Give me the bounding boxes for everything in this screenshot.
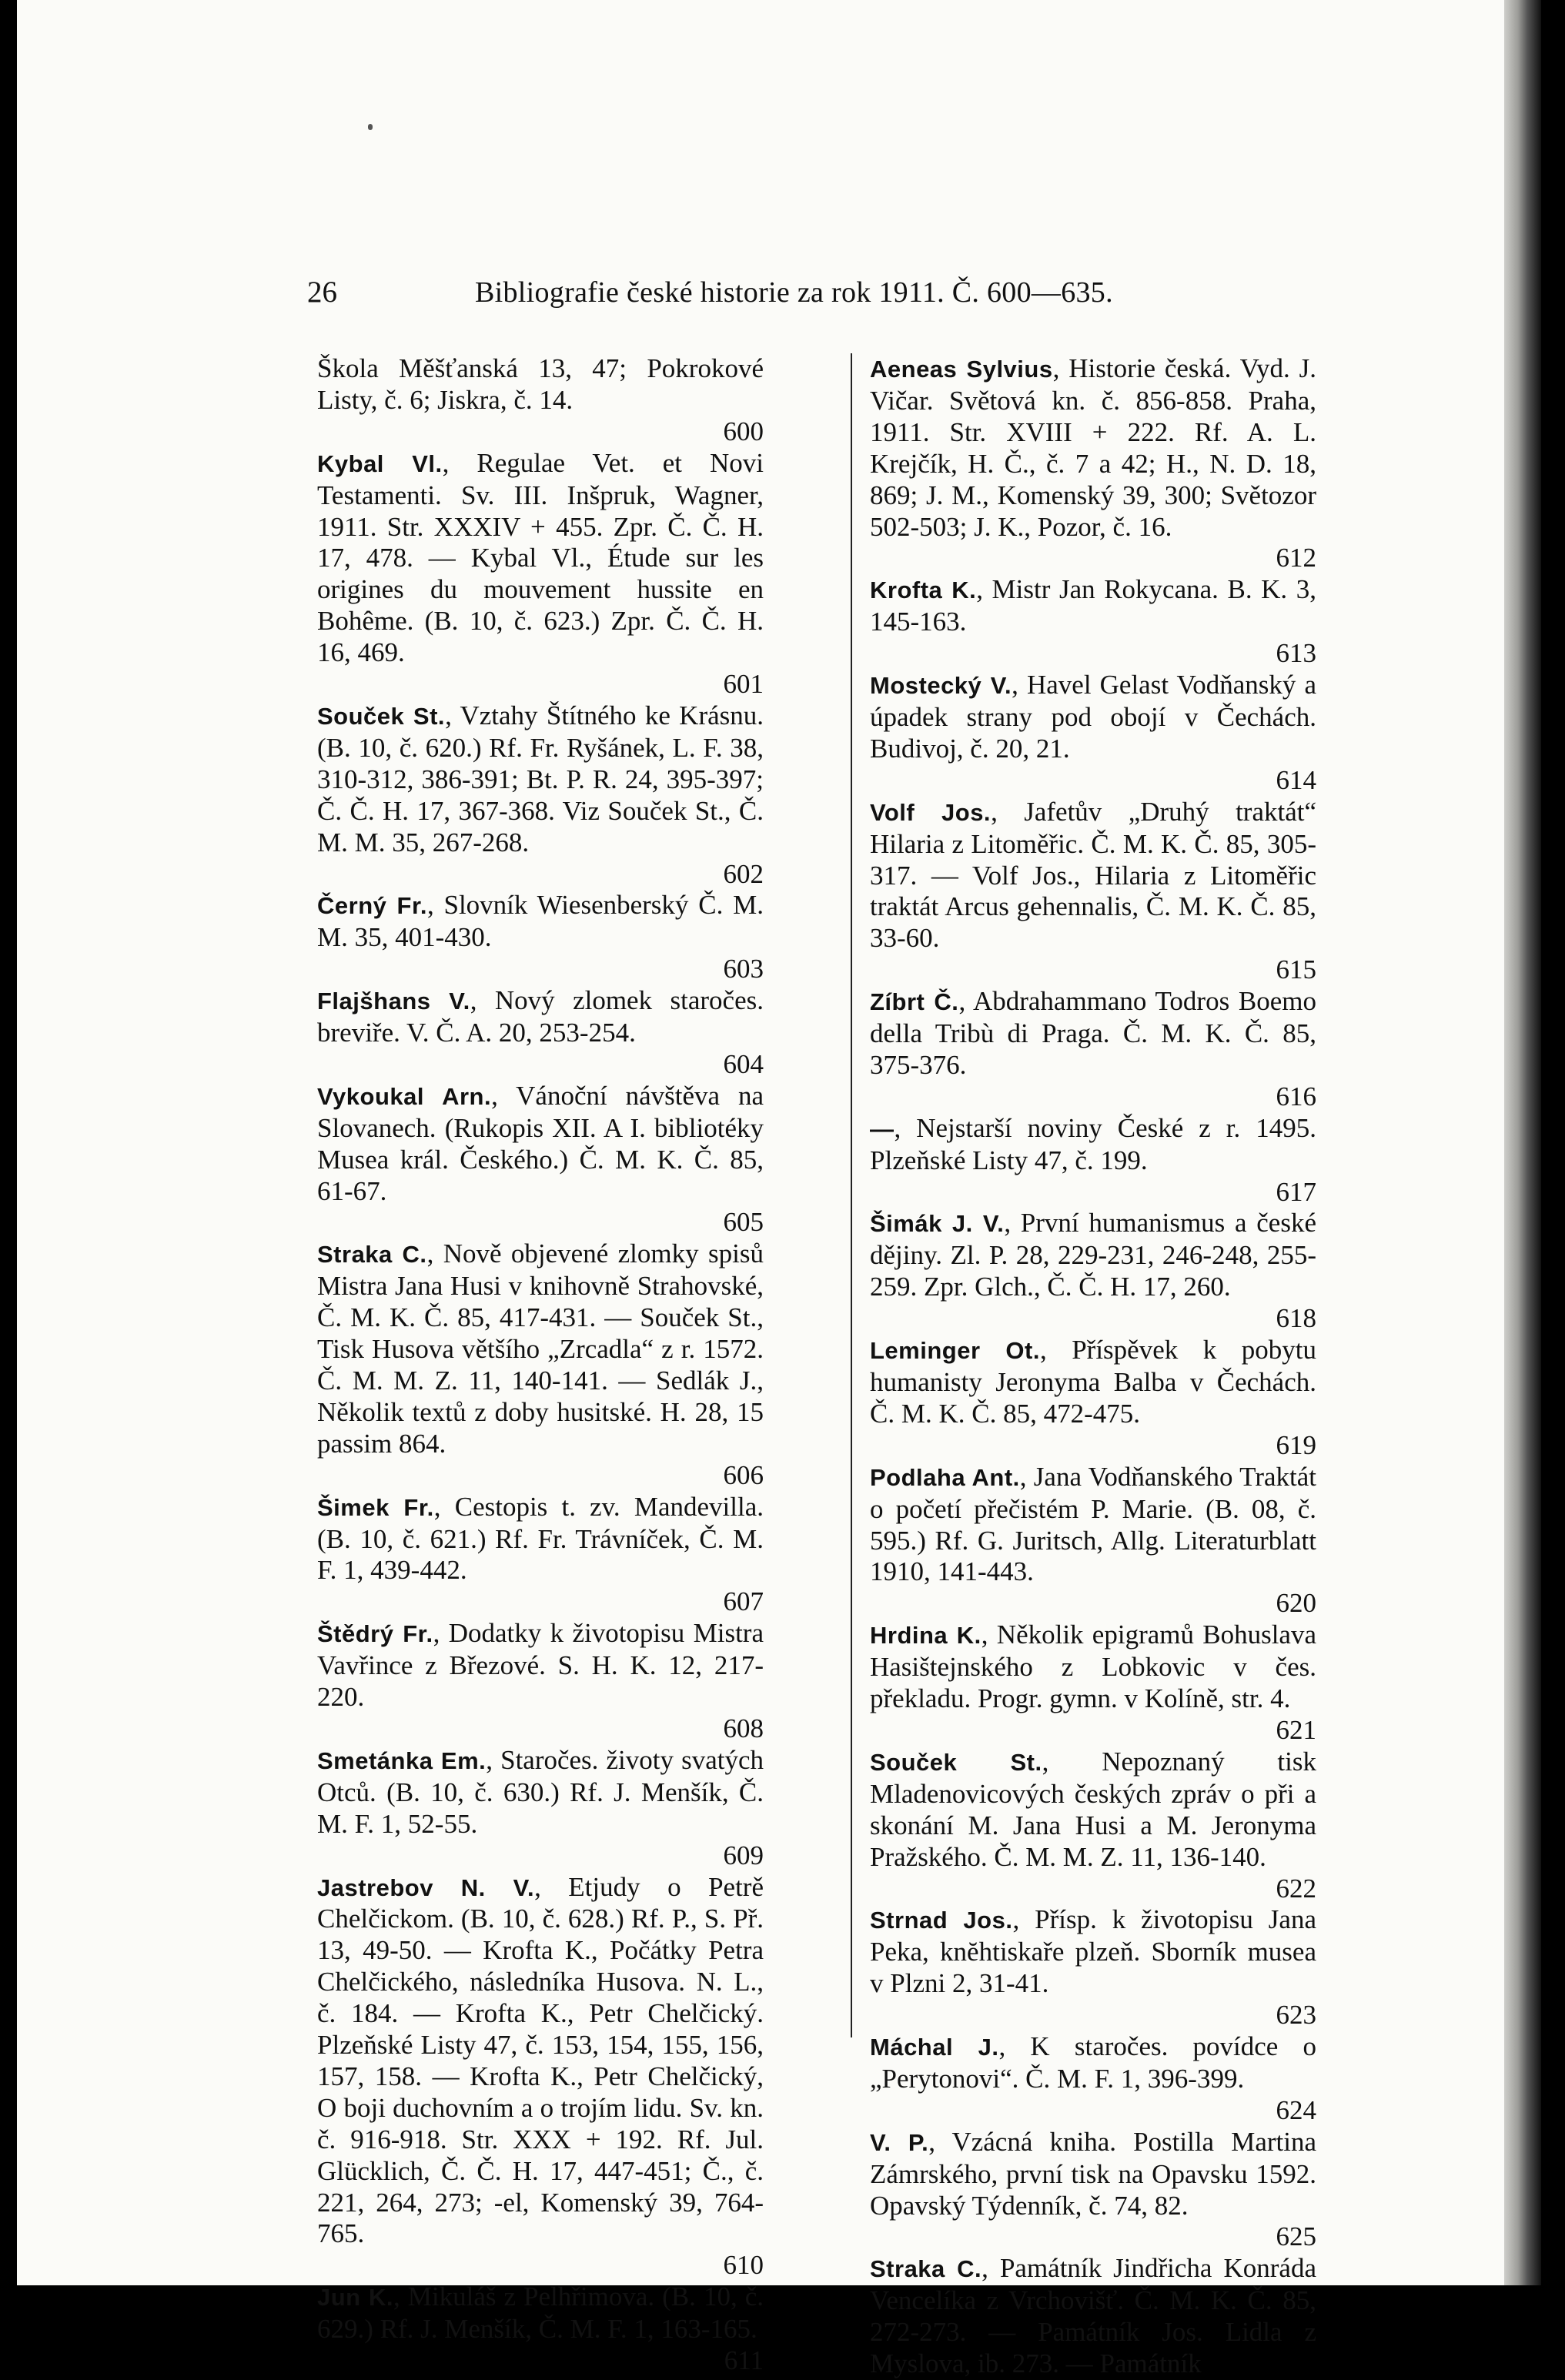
entry-number: 610	[723, 2250, 764, 2281]
entry-number: 617	[1276, 1176, 1316, 1207]
bibliography-entry	[870, 1904, 1316, 2031]
entry-author: Krofta K.	[870, 577, 977, 604]
entry-number: 603	[723, 954, 764, 984]
bibliography-entry	[317, 890, 764, 985]
entry-author: Zíbrt Č.	[870, 988, 959, 1016]
bibliography-entry	[870, 1208, 1316, 1335]
entry-author: Souček St.	[870, 1748, 1042, 1776]
entry-author: —	[870, 1115, 895, 1142]
bibliography-entry	[317, 1872, 764, 2282]
entry-number: 616	[1276, 1081, 1316, 1111]
page-number: 26	[307, 276, 337, 309]
bibliography-entry	[870, 2031, 1316, 2127]
entry-text: , Příspěvek k pobytu humanisty Jeronyma Balba v Čechách. Č. M. K. Č. 85, 472-475.	[870, 1335, 1316, 1429]
entry-text: Škola Měšťanská 13, 47; Pokrokové Listy, č. 6; Jiskra, č. 14.	[317, 353, 764, 415]
bibliography-entry	[317, 1745, 764, 1872]
entry-author: Vykoukal Arn.	[317, 1082, 492, 1110]
entry-number: 623	[1276, 2000, 1316, 2031]
entry-author: V. P.	[870, 2128, 929, 2156]
entry-number: 602	[723, 858, 764, 889]
entry-number: 612	[1276, 543, 1316, 573]
entry-author: Podlaha Ant.	[870, 1463, 1020, 1491]
entry-author: Strnad Jos.	[870, 1907, 1013, 1934]
page-edge-shadow	[1504, 0, 1541, 2285]
entry-number: 618	[1276, 1303, 1316, 1334]
entry-number: 611	[724, 2345, 764, 2376]
bibliography-entry	[870, 353, 1316, 574]
entry-author: Hrdina K.	[870, 1622, 981, 1650]
entry-author: Černý Fr.	[317, 892, 427, 920]
bibliography-entry	[870, 1113, 1316, 1208]
bibliography-entry	[870, 1335, 1316, 1462]
entry-text: , Nový zlomek staročes. breviře. V. Č. A. 20, 253-254.	[317, 985, 764, 1048]
entry-author: Jun K.	[317, 2284, 393, 2311]
entry-number: 608	[723, 1713, 764, 1743]
entry-text: , Jafetův „Druhý traktát“ Hilaria z Litoměřic. Č. M. K. Č. 85, 305-317. — Volf Jos., Hilaria z Litoměřic traktát Arcus gehennalis, Č. M. K. Č. 85, 33-60.	[870, 796, 1316, 954]
bibliography-entry	[317, 985, 764, 1081]
bibliography-entry	[317, 448, 764, 700]
entry-text: , Etjudy o Petrě Chelčickom. (B. 10, č. 628.) Rf. P., S. Př. 13, 49-50. — Krofta K., Počátky Petra Chelčického, následníka Husova. N. L., č. 184. — Krofta K., Petr Chelčický. Plzeňské Listy 47, č. 153, 154, 155, 156, 157, 158. — Krofta K., Petr Chelčický, O boji duchovním a o trojím lidu. Sv. kn. č. 916-918. Str. XXX + 192. Rf. Jul. Glücklich, Č. Č. H. 17, 447-451; Č., č. 221, 264, 273; -el, Komenský 39, 764-765.	[317, 1871, 764, 2249]
left-column	[317, 353, 764, 2377]
bibliography-entry	[317, 1238, 764, 1491]
entry-text: , Přísp. k životopisu Jana Peka, knĕhtiskaře plzeň. Sborník musea v Plzni 2, 31-41.	[870, 1904, 1317, 1999]
bibliography-entry	[870, 2253, 1316, 2380]
entry-author: Máchal J.	[870, 2034, 999, 2061]
entry-number: 609	[723, 1840, 764, 1870]
page-header	[17, 269, 1504, 316]
entry-number: 605	[723, 1207, 764, 1238]
bibliography-entry	[870, 986, 1316, 1113]
entry-number: 601	[723, 669, 764, 700]
running-title: Bibliografie české historie za rok 1911. Č. 600—635.	[475, 276, 1113, 309]
bibliography-entry	[870, 1620, 1316, 1747]
bibliography-entry	[870, 670, 1316, 797]
bibliography-entry	[317, 2281, 764, 2377]
entry-number: 624	[1276, 2094, 1316, 2125]
entry-number: 615	[1276, 954, 1316, 985]
entry-author: Smetánka Em.	[317, 1747, 487, 1774]
entry-text: , Mikuláš z Pelhřimova. (B. 10, č. 629.) Rf. J. Menšík, Č. M. F. 1, 163-165.	[317, 2281, 764, 2345]
entry-text: , Jana Vodňanského Traktát o početí přečistém P. Marie. (B. 08, č. 595.) Rf. G. Juritsch, Allg. Literaturblatt 1910, 141-443.	[870, 1461, 1316, 1587]
entry-number: 619	[1276, 1429, 1316, 1460]
entry-number: 625	[1276, 2221, 1316, 2252]
entry-text: , Vzácná kniha. Postilla Martina Zámrského, první tisk na Opavsku 1592. Opavský Týdenník, č. 74, 82.	[870, 2126, 1316, 2221]
entry-number: 622	[1276, 1873, 1316, 1904]
entry-text: , Nepoznaný tisk Mladenovicových českých zpráv o při a skonání M. Jana Husi a M. Jeronyma Pražského. Č. M. M. Z. 11, 136-140.	[870, 1746, 1317, 1872]
print-speck	[368, 124, 373, 130]
entry-author: Kybal Vl.	[317, 450, 443, 477]
entry-number: 606	[723, 1459, 764, 1490]
entry-text: , Cestopis t. zv. Mandevilla. (B. 10, č. 621.) Rf. Fr. Trávníček, Č. M. F. 1, 439-442.	[317, 1491, 764, 1586]
entry-text: , Abdrahammano Todros Boemo della Tribù di Praga. Č. M. K. Č. 85, 375-376.	[870, 986, 1316, 1080]
entry-number: 621	[1276, 1714, 1316, 1745]
book-page	[17, 0, 1504, 2379]
entry-text: , K staročes. povídce o „Perytonovi“. Č. M. F. 1, 396-399.	[870, 2031, 1317, 2094]
bibliography-entry	[870, 574, 1316, 670]
entry-text: , Havel Gelast Vodňanský a úpadek strany pod obojí v Čechách. Budivoj, č. 20, 21.	[870, 670, 1317, 764]
entry-text: , Památník Jindřicha Konráda Vencelíka z Vrchovišť. Č. M. K. Č. 85, 272-273. — Památník Jos. Lidla z Myslova, ib. 273. — Památník	[870, 2253, 1316, 2379]
entry-author: Jastrebov N. V.	[317, 1874, 535, 1901]
entry-number: 620	[1276, 1588, 1316, 1619]
entry-text: , Vztahy Štítného ke Krásnu. (B. 10, č. 620.) Rf. Fr. Ryšánek, L. F. 38, 310-312, 386-391; Bt. P. R. 24, 395-397; Č. Č. H. 17, 367-368. Viz Souček St., Č. M. M. 35, 267-268.	[317, 700, 764, 857]
column-divider	[851, 353, 852, 2037]
bibliography-entry	[317, 1492, 764, 1619]
bibliography-entry	[870, 1747, 1316, 1905]
entry-author: Straka C.	[870, 2255, 982, 2283]
bibliography-entry	[317, 1081, 764, 1239]
entry-text: , Staročes. životy svatých Otců. (B. 10, č. 630.) Rf. J. Menšík, Č. M. F. 1, 52-55.	[317, 1744, 764, 1839]
entry-number: 607	[723, 1586, 764, 1617]
entry-text: , Vánoční návštěva na Slovanech. (Rukopis XII. A I. bibliotéky Musea král. Českého.) Č. M. K. Č. 85, 61-67.	[317, 1080, 764, 1206]
entry-number: 600	[723, 416, 764, 446]
entry-author: Straka C.	[317, 1241, 427, 1269]
entry-text: , Historie česká. Vyd. J. Vičar. Světová kn. č. 856-858. Praha, 1911. Str. XVIII + 222. Rf. A. L. Krejčík, H. Č., č. 7 a 42; H., N. D. 18, 869; J. M., Komenský 39, 300; Světozor 502-503; J. K., Pozor, č. 16.	[870, 353, 1316, 542]
entry-author: Volf Jos.	[870, 798, 992, 826]
entry-text: , Nejstarší noviny České z r. 1495. Plzeňské Listy 47, č. 199.	[870, 1112, 1316, 1175]
entry-text: , Dodatky k životopisu Mistra Vavřince z Březové. S. H. K. 12, 217-220.	[317, 1618, 764, 1713]
entry-author: Šimák J. V.	[870, 1210, 1005, 1238]
bibliography-entry	[317, 1618, 764, 1745]
entry-author: Aeneas Sylvius	[870, 356, 1053, 383]
entry-text: , První humanismus a české dějiny. Zl. P. 28, 229-231, 246-248, 255-259. Zpr. Glch., Č. Č. H. 17, 260.	[870, 1208, 1317, 1302]
entry-author: Štědrý Fr.	[317, 1620, 433, 1648]
entry-text: , Slovník Wiesenberský Č. M. M. 35, 401-430.	[317, 890, 764, 953]
entry-author: Flajšhans V.	[317, 988, 470, 1015]
right-column	[870, 353, 1316, 2380]
entry-text: , Regulae Vet. et Novi Testamenti. Sv. III. Inšpruk, Wagner, 1911. Str. XXXIV + 455. Zpr. Č. Č. H. 17, 478. — Kybal Vl., Étude sur les origines du mouvement hussite en Bohême. (B. 10, č. 623.) Zpr. Č. Č. H. 16, 469.	[317, 447, 764, 668]
entry-text: , Několik epigramů Bohuslava Hasištejnského z Lobkovic v čes. překladu. Progr. gymn. v Kolíně, str. 4.	[870, 1620, 1316, 1714]
bibliography-entry	[870, 797, 1316, 986]
bibliography-entry	[317, 353, 764, 448]
entry-text: , Nově objevené zlomky spisů Mistra Jana Husi v knihovně Strahovské, Č. M. K. Č. 85, 417-431. — Souček St., Tisk Husova většího „Zrcadla“ z r. 1572. Č. M. M. Z. 11, 140-141. — Sedlák J., Několik textů z doby husitské. H. 28, 15 passim 864.	[317, 1238, 764, 1459]
entry-number: 613	[1276, 638, 1316, 669]
entry-author: Leminger Ot.	[870, 1337, 1040, 1365]
entry-author: Souček St.	[317, 702, 446, 730]
entry-author: Mostecký V.	[870, 672, 1012, 700]
bibliography-entry	[870, 2127, 1316, 2254]
entry-text: , Mistr Jan Rokycana. B. K. 3, 145-163.	[870, 574, 1316, 637]
bibliography-entry	[870, 1462, 1316, 1620]
entry-author: Šimek Fr.	[317, 1493, 434, 1521]
entry-number: 614	[1276, 764, 1316, 795]
bibliography-entry	[317, 700, 764, 890]
entry-number: 604	[723, 1048, 764, 1079]
